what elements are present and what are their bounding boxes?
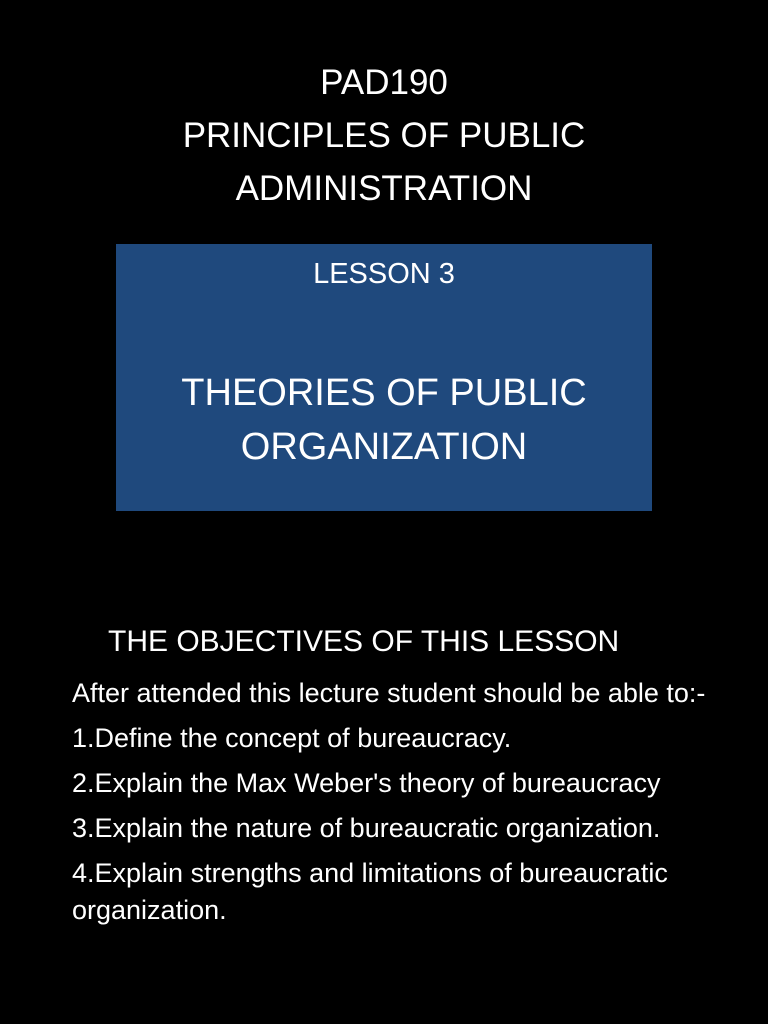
lesson-number: LESSON 3: [313, 258, 455, 290]
lesson-title-line-1: THEORIES OF PUBLIC: [181, 372, 587, 414]
lesson-title-line-2: ORGANIZATION: [240, 426, 528, 468]
lesson-title: [116, 366, 652, 474]
objective-item: 4.Explain strengths and limitations of bureaucratic organization.: [72, 858, 668, 925]
objectives-intro: After attended this lecture student should be able to:-: [72, 678, 706, 708]
objective-item: 2.Explain the Max Weber's theory of bureaucracy: [72, 768, 661, 798]
objectives-heading: THE OBJECTIVES OF THIS LESSON: [108, 625, 620, 658]
objective-item: 1.Define the concept of bureaucracy.: [72, 723, 512, 753]
objective-item: 3.Explain the nature of bureaucratic organization.: [72, 813, 661, 843]
course-title-line-2: ADMINISTRATION: [235, 169, 533, 208]
objectives-body: [72, 675, 732, 937]
lesson-box: [116, 244, 652, 511]
course-title-line-1: PRINCIPLES OF PUBLIC: [182, 116, 586, 155]
course-header: [0, 56, 768, 215]
course-code: PAD190: [320, 63, 448, 102]
